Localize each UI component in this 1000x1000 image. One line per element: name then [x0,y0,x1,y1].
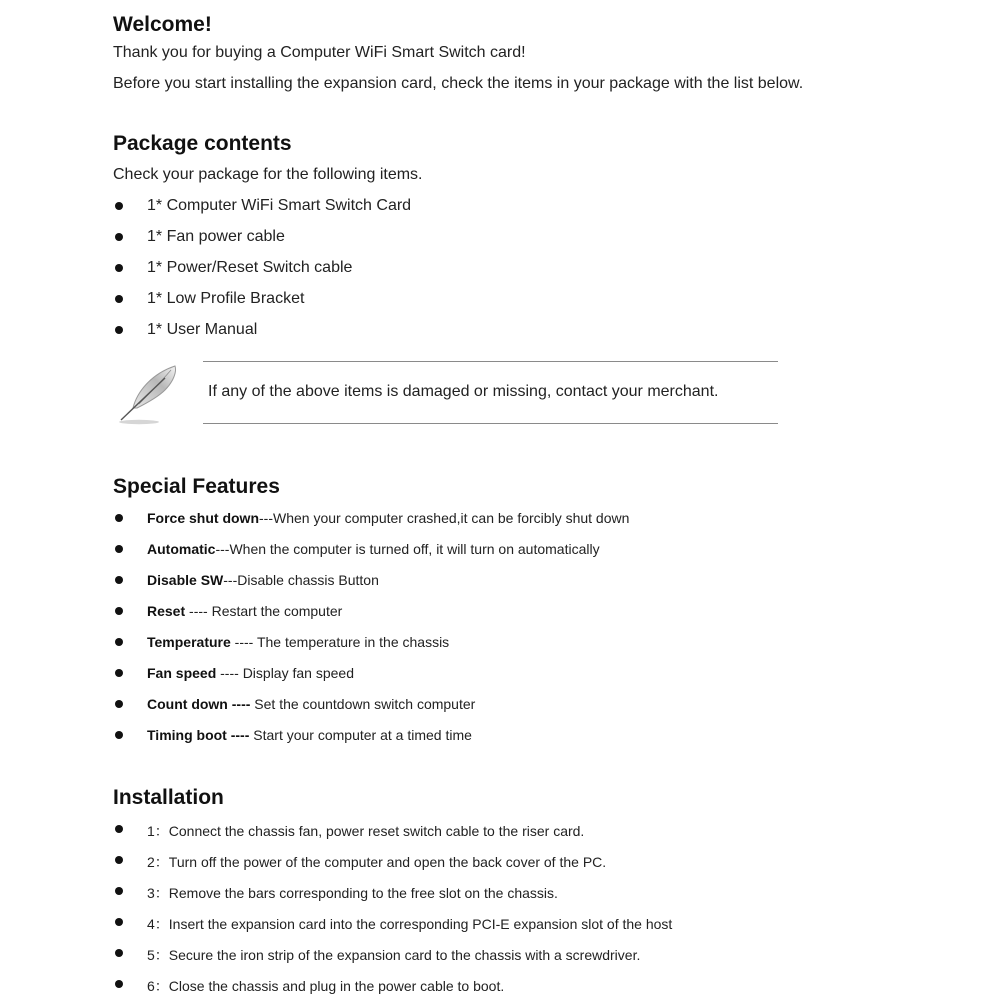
feature-separator: --- [259,510,273,526]
feature-separator: ---- [230,634,257,650]
feature-item [147,727,472,743]
installation-step: 5：Secure the iron strip of the expansion card to the chassis with a screwdriver. [147,947,641,963]
bullet-icon [115,202,123,210]
bullet-icon [115,825,123,833]
feature-name: Reset [147,603,186,619]
feature-item [147,510,629,526]
feature-item [147,665,354,681]
bullet-icon [115,918,123,926]
bullet-icon [115,514,123,522]
welcome-line-2: Before you start installing the expansion card, check the items in your package with the list below. [113,75,804,92]
installation-step: 4：Insert the expansion card into the corresponding PCI-E expansion slot of the host [147,916,673,932]
feature-desc: Restart the computer [211,603,343,619]
bullet-icon [115,949,123,957]
feature-desc: Disable chassis Button [237,572,379,588]
feature-desc: When the computer is turned off, it will turn on automatically [229,541,600,557]
note-top-divider [203,361,778,362]
package-heading: Package contents [113,132,292,155]
feature-name: Disable SW [147,572,224,588]
feature-item [147,572,379,588]
feature-name: Temperature [147,634,231,650]
feature-desc: Set the countdown switch computer [254,696,476,712]
features-heading: Special Features [113,475,280,498]
bullet-icon [115,856,123,864]
bullet-icon [115,233,123,241]
installation-heading: Installation [113,786,224,809]
feature-desc: Start your computer at a timed time [253,727,472,743]
package-item: 1* Power/Reset Switch cable [147,259,353,276]
bullet-icon [115,731,123,739]
feature-desc: Display fan speed [242,665,354,681]
feature-separator: ---- [216,665,243,681]
bullet-icon [115,576,123,584]
feature-item [147,541,600,557]
welcome-line-1: Thank you for buying a Computer WiFi Smart Switch card! [113,44,526,61]
feature-desc: When your computer crashed,it can be forcibly shut down [273,510,630,526]
bullet-icon [115,264,123,272]
installation-step: 1：Connect the chassis fan, power reset switch cable to the riser card. [147,823,585,839]
feature-item [147,634,449,650]
feature-separator: ---- [185,603,212,619]
bullet-icon [115,607,123,615]
feature-item [147,603,342,619]
bullet-icon [115,980,123,988]
bullet-icon [115,295,123,303]
feature-separator: --- [223,572,238,588]
feather-pen-icon [113,362,183,428]
bullet-icon [115,326,123,334]
bullet-icon [115,545,123,553]
bullet-icon [115,638,123,646]
package-item: 1* Computer WiFi Smart Switch Card [147,197,412,214]
feature-name: Fan speed [147,665,217,681]
installation-step: 6：Close the chassis and plug in the power cable to boot. [147,978,505,994]
bullet-icon [115,700,123,708]
note-bottom-divider [203,423,778,424]
feature-item [147,696,475,712]
installation-step: 3：Remove the bars corresponding to the free slot on the chassis. [147,885,558,901]
bullet-icon [115,887,123,895]
feature-desc: The temperature in the chassis [256,634,450,650]
feature-name: Count down ---- [147,696,251,712]
package-item: 1* Low Profile Bracket [147,290,305,307]
package-item: 1* Fan power cable [147,228,285,245]
package-intro: Check your package for the following items. [113,166,423,183]
note-text: If any of the above items is damaged or missing, contact your merchant. [208,383,719,400]
installation-step: 2：Turn off the power of the computer and open the back cover of the PC. [147,854,607,870]
feature-name: Automatic [147,541,216,557]
feature-name: Timing boot ---- [147,727,250,743]
welcome-heading: Welcome! [113,13,212,36]
package-item: 1* User Manual [147,321,258,338]
bullet-icon [115,669,123,677]
feature-separator: --- [215,541,230,557]
feature-name: Force shut down [147,510,259,526]
